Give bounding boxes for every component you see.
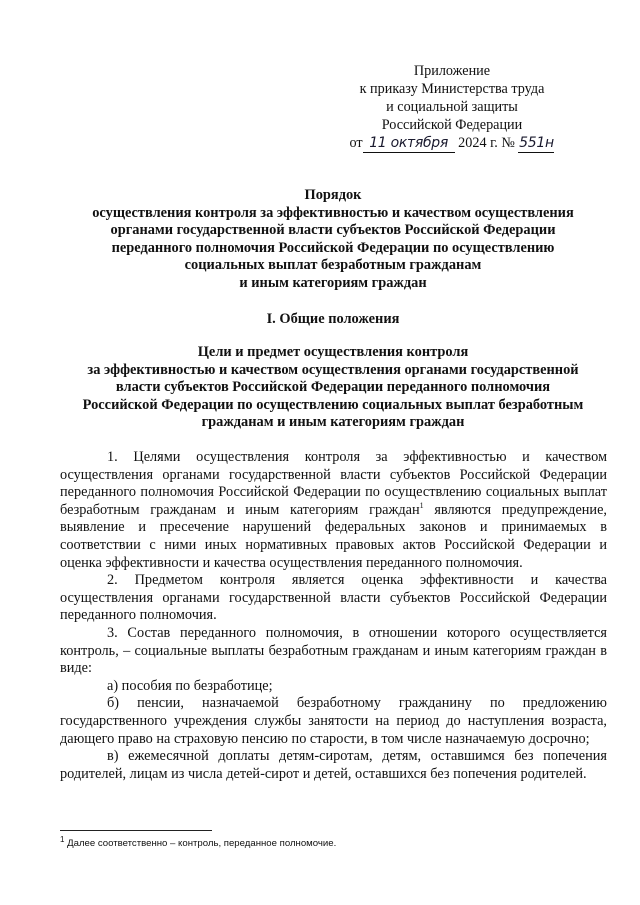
subsection-line-2: за эффективностью и качеством осуществления органами государственной (87, 361, 579, 378)
appendix-label: Приложение (413, 63, 491, 79)
title-line-1: Порядок (304, 187, 362, 203)
title-line-4: переданного полномочия Российской Федерации по осуществлению (111, 239, 555, 256)
order-number-handwritten: 551н (519, 135, 554, 151)
subsection-line-1: Цели и предмет осуществления контроля (197, 344, 469, 360)
paragraph-3: 3. Состав переданного полномочия, в отношении которого осуществляется контроль, – социальные выплаты безработным гражданам и иным категориям граждан в виде: (60, 624, 607, 677)
appendix-header (322, 62, 582, 153)
subsection-heading (60, 344, 606, 432)
title-line-5: социальных выплат безработным гражданам (184, 257, 482, 273)
paragraph-1-text-b: являются предупреждение, выявление и пресечение нарушений федеральных законов и принимаемых в соответствии с ними иных нормативных правовых актов Российской Федерации и оценка эффективности и качества осуществления переданного полномочия. (60, 501, 608, 571)
footnote-text: Далее соответственно – контроль, переданное полномочие. (64, 838, 337, 849)
title-line-6: и иным категориям граждан (239, 274, 427, 291)
title-line-2: осуществления контроля за эффективностью и качеством осуществления (92, 204, 574, 221)
appendix-country: Российской Федерации (381, 117, 523, 133)
section-heading (60, 311, 606, 329)
document-body (60, 449, 607, 783)
list-item-b: б) пенсии, назначаемой безработному гражданину по предложению государственного учреждения службы занятости на период до наступления возраста, дающего право на страховую пенсию по старости, в том числе назначаемую досрочно; (60, 695, 607, 747)
list-item-a: а) пособия по безработице; (107, 677, 273, 694)
paragraph-2: 2. Предметом контроля является оценка эффективности и качества осуществления органами государственной власти субъектов Российской Федерации переданного полномочия. (60, 572, 607, 624)
order-from-label: от (349, 135, 363, 151)
footnote-marker: 1 (60, 834, 65, 844)
order-date-number-line (322, 134, 582, 153)
appendix-ministry: и социальной защиты (386, 99, 518, 115)
title-line-3: органами государственной власти субъектов Российской Федерации (110, 222, 556, 238)
footnote-divider (60, 830, 212, 831)
section-heading-text: I. Общие положения (266, 311, 400, 327)
order-year-number-label: 2024 г. № (458, 135, 515, 151)
document-title (60, 187, 606, 292)
appendix-order-ref: к приказу Министерства труда (359, 81, 545, 97)
list-item-v: в) ежемесячной доплаты детям-сиротам, детям, оставшимся без попечения родителей, лицам из числа детей-сирот и детей, оставшихся без попечения родителей. (60, 748, 607, 782)
footnote-ref-1: 1 (419, 501, 424, 511)
subsection-line-3: власти субъектов Российской Федерации переданного полномочия (115, 379, 551, 395)
subsection-line-5: гражданам и иным категориям граждан (201, 414, 465, 430)
paragraph-1 (60, 449, 607, 572)
subsection-line-4: Российской Федерации по осуществлению социальных выплат безработным (82, 396, 584, 413)
footnote (60, 834, 607, 850)
order-date-handwritten: 11 октября (363, 134, 455, 153)
paragraph-1-text-a: 1. Целями осуществления контроля за эффективностью и качеством осуществления органами государственной власти субъектов Российской Федерации переданного полномочия Российской Федерации по осуществлению социальных выплат безработным гражданам и иным категориям граждан (60, 449, 607, 518)
